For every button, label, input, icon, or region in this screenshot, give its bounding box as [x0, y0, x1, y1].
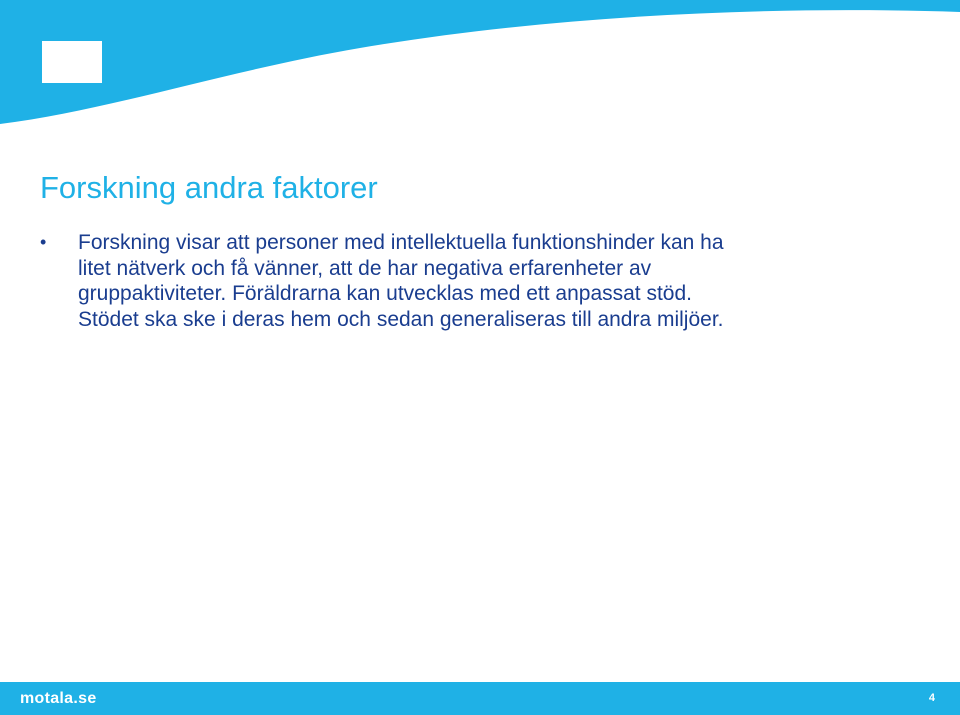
bullet-dot-icon: •: [40, 232, 47, 252]
bullet-list: [40, 230, 920, 332]
header-wave-shape: [0, 0, 960, 135]
footer-bar: [0, 682, 960, 715]
bullet-text-line: Forskning visar att personer med intellektuella funktionshinder kan ha: [78, 231, 724, 254]
bullet-text-line: litet nätverk och få vänner, att de har negativa erfarenheter av: [78, 256, 652, 280]
bullet-item: [40, 230, 920, 332]
bullet-text-line: Stödet ska ske i deras hem och sedan generaliseras till andra miljöer.: [78, 307, 724, 331]
logo-placeholder: [42, 41, 102, 83]
header-wave-band: [0, 0, 960, 135]
bullet-text-line: gruppaktiviteter. Föräldrarna kan utvecklas med ett anpassat stöd.: [78, 282, 692, 305]
page-number: 4: [928, 692, 935, 704]
footer-site-link[interactable]: motala.se: [20, 690, 97, 707]
slide-title: Forskning andra faktorer: [40, 170, 378, 205]
